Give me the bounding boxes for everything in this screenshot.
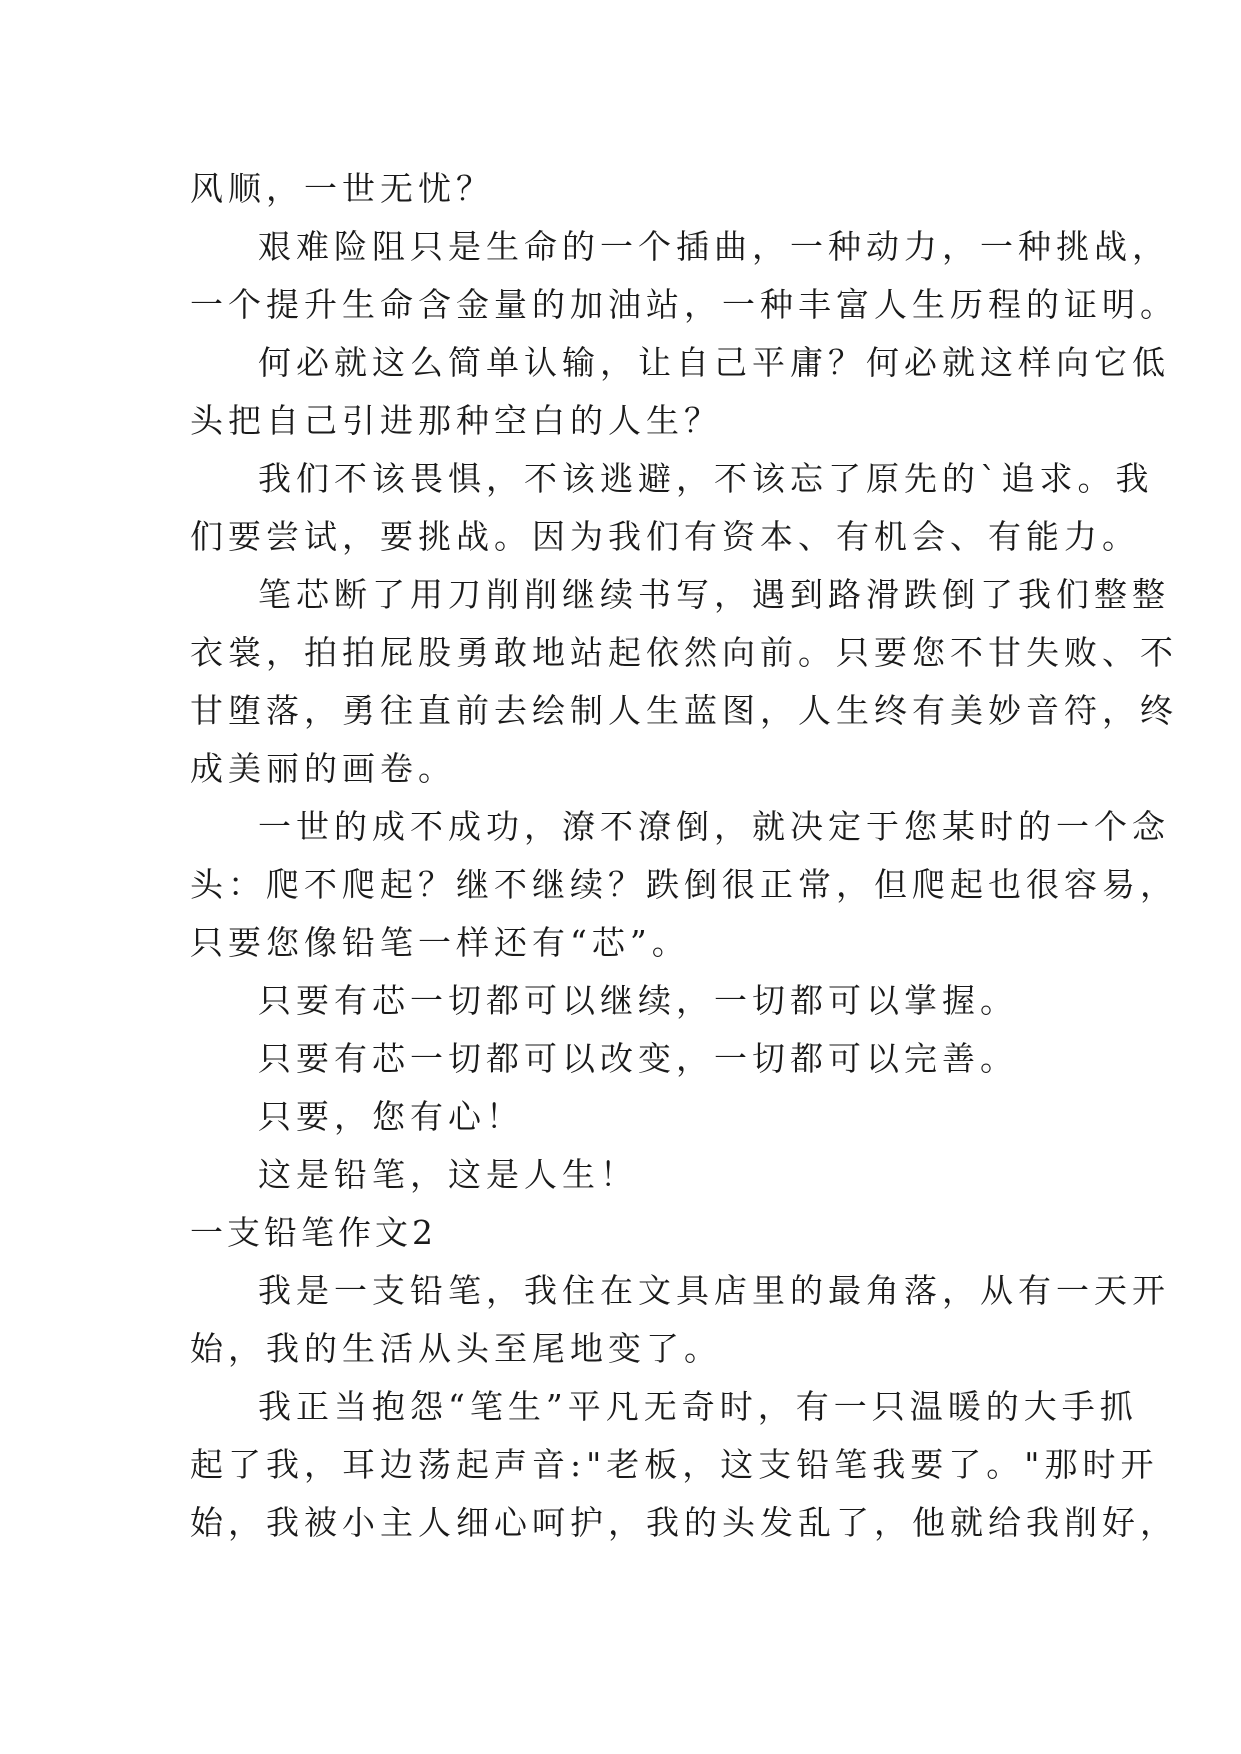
- text-line: 这是铅笔，这是人生！: [258, 1155, 638, 1194]
- text-line: 成美丽的画卷。: [190, 749, 456, 788]
- text-line: 们要尝试，要挑战。因为我们有资本、有机会、有能力。: [190, 517, 1140, 556]
- text-line: 笔芯断了用刀削削继续书写，遇到路滑跌倒了我们整整: [258, 575, 1170, 614]
- text-line: 只要有芯一切都可以改变，一切都可以完善。: [258, 1039, 1018, 1078]
- text-line: 衣裳，拍拍屁股勇敢地站起依然向前。只要您不甘失败、不: [190, 633, 1178, 672]
- text-line: 只要有芯一切都可以继续，一切都可以掌握。: [258, 981, 1018, 1020]
- text-line: 始，我的生活从头至尾地变了。: [190, 1329, 722, 1368]
- text-line: 起了我，耳边荡起声音:"老板，这支铅笔我要了。"那时开: [190, 1445, 1159, 1484]
- text-line: 只要您像铅笔一样还有“芯”。: [190, 923, 690, 962]
- text-line: 我是一支铅笔，我住在文具店里的最角落，从有一天开: [258, 1271, 1170, 1310]
- text-line: 艰难险阻只是生命的一个插曲，一种动力，一种挑战，: [258, 227, 1170, 266]
- text-line: 始，我被小主人细心呵护，我的头发乱了，他就给我削好，: [190, 1503, 1178, 1542]
- text-line: 只要，您有心！: [258, 1097, 524, 1136]
- text-line: 甘堕落，勇往直前去绘制人生蓝图，人生终有美妙音符，终: [190, 691, 1178, 730]
- text-line: 我们不该畏惧，不该逃避，不该忘了原先的`追求。我: [258, 459, 1154, 498]
- section-heading: 一支铅笔作文2: [190, 1213, 437, 1252]
- text-line: 头：爬不爬起？继不继续？跌倒很正常，但爬起也很容易，: [190, 865, 1178, 904]
- text-line: 一世的成不成功，潦不潦倒，就决定于您某时的一个念: [258, 807, 1170, 846]
- text-line: 头把自己引进那种空白的人生？: [190, 401, 722, 440]
- text-line: 何必就这么简单认输，让自己平庸？何必就这样向它低: [258, 343, 1170, 382]
- text-line: 一个提升生命含金量的加油站，一种丰富人生历程的证明。: [190, 285, 1178, 324]
- text-line: 风顺，一世无忧？: [190, 169, 494, 208]
- essay-text: [190, 160, 1178, 1552]
- text-line: 我正当抱怨“笔生”平凡无奇时，有一只温暖的大手抓: [258, 1387, 1138, 1426]
